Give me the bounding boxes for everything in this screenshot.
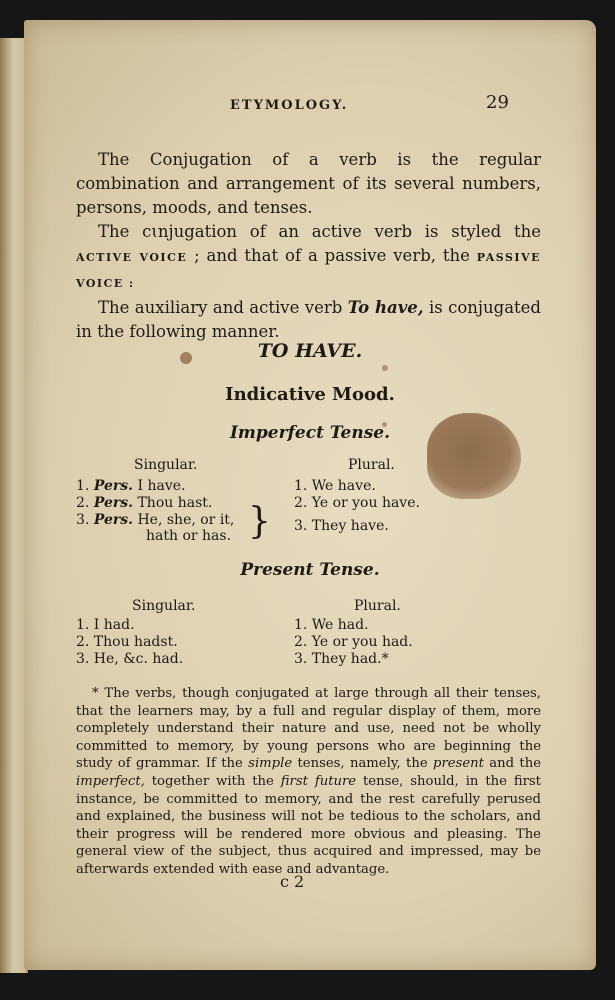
singular-column-head: Singular. [134, 457, 198, 473]
page-number: 29 [486, 92, 509, 113]
foxing-mark [382, 365, 388, 371]
paragraph-3: The auxiliary and active verb To have, is conjugated in the following manner. [76, 298, 541, 341]
singular-row: 1. Pers. I have. [76, 478, 186, 494]
plural-row: 3. They have. [294, 518, 389, 534]
book-page [24, 20, 596, 970]
mood-heading: Indicative Mood. [225, 384, 395, 405]
paragraph-1: The Conjugation of a verb is the regular combination and arrangement of its several numbers, persons, moods, and tenses. [76, 150, 541, 217]
brace-mark: } [248, 501, 271, 542]
small-caps-term: ACTIVE VOICE [76, 251, 188, 264]
plural-row: 1. We had. [294, 617, 369, 633]
plural-row: 2. Ye or you had. [294, 634, 413, 650]
signature-mark: c 2 [280, 872, 305, 891]
running-header: ETYMOLOGY. [230, 98, 349, 113]
singular-row-continuation: hath or has. [146, 528, 232, 544]
verb-heading: TO HAVE. [257, 340, 363, 362]
singular-row: 2. Thou hadst. [76, 634, 178, 650]
small-caps-term: PASSIVE VOICE : [76, 251, 541, 290]
singular-row: 3. He, &c. had. [76, 651, 184, 667]
present-tense-heading: Present Tense. [240, 560, 380, 580]
plural-column-head: Plural. [348, 457, 395, 473]
footnote [76, 685, 541, 879]
singular-column-head: Singular. [132, 598, 196, 614]
singular-row: 1. I had. [76, 617, 135, 633]
italic-term: To have, [347, 298, 424, 317]
footnote-text: * The verbs, though conjugated at large through all their tenses, that the learners may, by a full and regular display of them, more completely understand their nature and use, need not be wholly committed to memory, by young persons who are beginning the study of grammar. If the simple tenses, namely, the present and the imperfect, together with the first future tense, should, in the first instance, be committed to memory, and the rest carefully perused and explained, the business will not be tedious to the scholars, and their progress will be rendered more obvious and pleasing. The general view of the subject, thus acquired and impressed, may be afterwards extended with ease and advantage. [76, 686, 541, 877]
singular-row: 2. Pers. Thou hast. [76, 495, 213, 511]
plural-row: 1. We have. [294, 478, 376, 494]
imperfect-tense-heading: Imperfect Tense. [229, 423, 391, 443]
plural-row: 3. They had.* [294, 651, 389, 667]
main-text [76, 148, 541, 344]
paragraph-2: The cɩnjugation of an active verb is styled the ACTIVE VOICE ; and that of a passive verb, the PASSIVE VOICE : [76, 222, 541, 290]
plural-row: 2. Ye or you have. [294, 495, 420, 511]
singular-row: 3. Pers. He, she, or it, [76, 512, 235, 528]
plural-column-head: Plural. [354, 598, 401, 614]
